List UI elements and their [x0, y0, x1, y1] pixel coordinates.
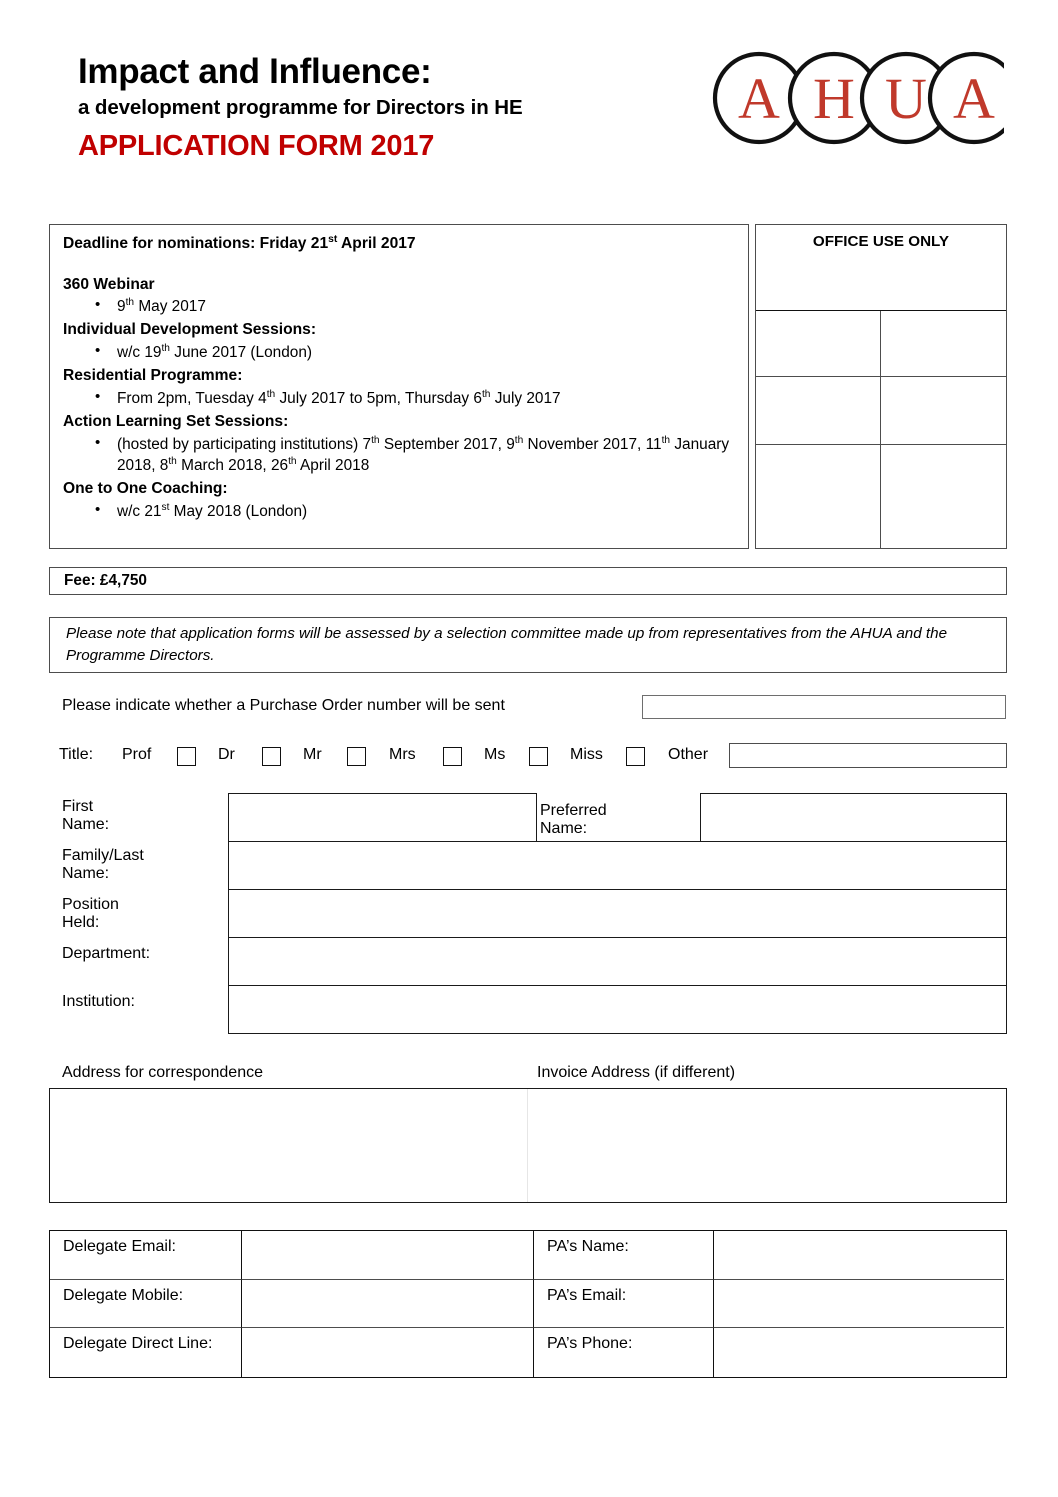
invoice-address-label: Invoice Address (if different) [537, 1064, 736, 1081]
schedule-heading-individual: Individual Development Sessions: [63, 321, 317, 339]
purchase-order-input[interactable] [642, 695, 1006, 719]
logo-letter-a2: A [953, 66, 995, 131]
address-divider [527, 1089, 528, 1202]
list-item: • 9th May 2017 [117, 293, 748, 319]
title-checkbox-mrs[interactable] [443, 747, 462, 766]
office-cell-1b[interactable] [881, 311, 1006, 377]
page-title: Impact and Influence: [78, 52, 432, 91]
family-name-input[interactable] [228, 841, 1007, 890]
schedule-heading-webinar: 360 Webinar [63, 275, 155, 293]
logo-letter-a1: A [738, 66, 780, 131]
application-form-title: APPLICATION FORM 2017 [78, 129, 435, 162]
schedule-list-webinar [63, 293, 748, 319]
list-item: • w/c 19th June 2017 (London) [117, 339, 748, 365]
pa-phone-input[interactable] [714, 1328, 1004, 1377]
pa-email-input[interactable] [714, 1280, 1004, 1329]
pa-name-label: PA’s Name: [534, 1231, 714, 1280]
delegate-mobile-label: Delegate Mobile: [50, 1280, 242, 1329]
title-label: Title: [59, 746, 94, 763]
department-input[interactable] [228, 937, 1007, 986]
office-use-only-box [755, 224, 1007, 549]
title-option-ms: Ms [484, 746, 506, 763]
title-other-input[interactable] [729, 743, 1007, 768]
department-label: Department: [62, 945, 151, 962]
contact-details-table [49, 1230, 1007, 1378]
logo-letter-h: H [813, 66, 855, 131]
delegate-direct-line-input[interactable] [242, 1328, 534, 1377]
list-item: • (hosted by participating institutions) 7th September 2017, 9th November 2017, 11th January 2018, 8th March 2018, 26th April 2018 [117, 431, 748, 479]
office-use-heading: OFFICE USE ONLY [756, 225, 1006, 311]
delegate-email-input[interactable] [242, 1231, 534, 1280]
title-checkbox-dr[interactable] [262, 747, 281, 766]
page-subtitle: a development programme for Directors in HE [78, 96, 523, 120]
schedule-table [49, 224, 749, 549]
first-name-input[interactable] [228, 793, 537, 842]
first-name-label: First Name: [62, 798, 110, 833]
schedule-heading-action-learning: Action Learning Set Sessions: [63, 413, 289, 431]
preferred-name-label: Preferred Name: [540, 802, 607, 837]
schedule-heading-residential: Residential Programme: [63, 367, 243, 385]
title-option-mrs: Mrs [389, 746, 416, 763]
title-row [59, 745, 1009, 771]
title-checkbox-ms[interactable] [529, 747, 548, 766]
family-name-label: Family/Last Name: [62, 847, 144, 882]
office-cell-3a[interactable] [756, 445, 881, 548]
title-option-other-label: Other [668, 746, 709, 763]
delegate-direct-line-label: Delegate Direct Line: [50, 1328, 242, 1377]
correspondence-address-label: Address for correspondence [62, 1064, 263, 1081]
fee-bar: Fee: £4,750 [49, 567, 1007, 595]
schedule-heading-coaching: One to One Coaching: [63, 480, 228, 498]
purchase-order-label: Please indicate whether a Purchase Order number will be sent [62, 697, 505, 714]
office-cell-1a[interactable] [756, 311, 881, 377]
institution-label: Institution: [62, 993, 135, 1010]
title-checkbox-prof[interactable] [177, 747, 196, 766]
delegate-mobile-input[interactable] [242, 1280, 534, 1329]
schedule-list-individual [63, 339, 748, 365]
page-header [78, 52, 698, 163]
office-cell-3b[interactable] [881, 445, 1006, 548]
position-held-input[interactable] [228, 889, 1007, 938]
position-held-label: Position Held: [62, 896, 119, 931]
delegate-email-label: Delegate Email: [50, 1231, 242, 1280]
assessment-note: Please note that application forms will be assessed by a selection committee made up from representatives from the AHUA and the Programme Directors. [49, 617, 1007, 673]
deadline-text: Deadline for nominations: Friday 21st April 2017 [63, 233, 416, 252]
logo-letter-u: U [885, 66, 927, 131]
office-cell-2a[interactable] [756, 377, 881, 445]
address-input-area[interactable] [49, 1088, 1007, 1203]
office-cell-2b[interactable] [881, 377, 1006, 445]
title-option-dr: Dr [218, 746, 235, 763]
title-option-mr: Mr [303, 746, 322, 763]
schedule-list-action-learning [63, 431, 748, 479]
schedule-list-coaching [63, 498, 748, 524]
title-option-prof: Prof [122, 746, 152, 763]
institution-input[interactable] [228, 985, 1007, 1034]
pa-name-input[interactable] [714, 1231, 1004, 1280]
pa-phone-label: PA’s Phone: [534, 1328, 714, 1377]
pa-email-label: PA’s Email: [534, 1280, 714, 1329]
preferred-name-input[interactable] [700, 793, 1007, 842]
schedule-list-residential [63, 385, 748, 411]
list-item: • From 2pm, Tuesday 4th July 2017 to 5pm, Thursday 6th July 2017 [117, 385, 748, 411]
title-option-miss: Miss [570, 746, 603, 763]
title-checkbox-mr[interactable] [347, 747, 366, 766]
list-item: • w/c 21st May 2018 (London) [117, 498, 748, 524]
ahua-logo [712, 49, 1004, 147]
title-checkbox-miss[interactable] [626, 747, 645, 766]
